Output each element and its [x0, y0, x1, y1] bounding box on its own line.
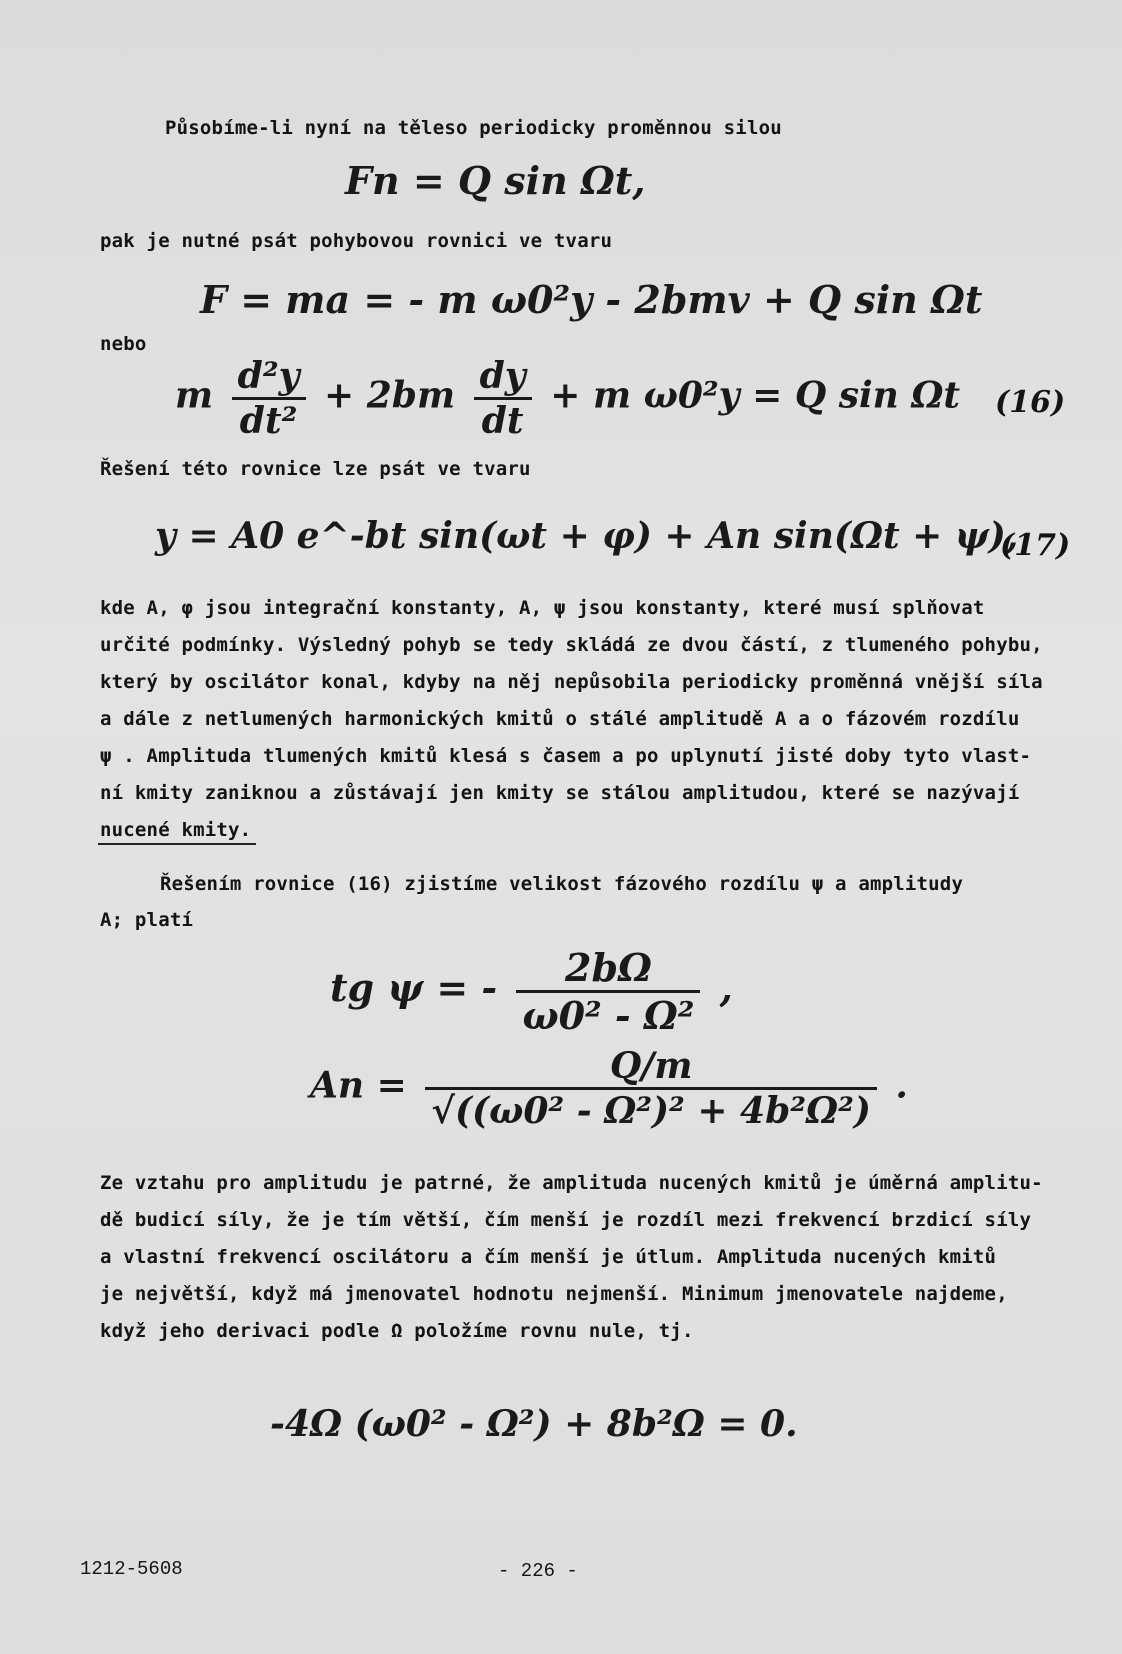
paragraph-line: ψ . Amplituda tlumených kmitů klesá s časem a po uplynutí jisté doby tyto vlast-: [100, 745, 1032, 767]
eq16-den2: dt: [481, 400, 524, 442]
equation-16: [175, 355, 960, 442]
tg-left: tg ψ = -: [330, 965, 498, 1010]
an-dot: .: [895, 1064, 908, 1107]
equation-newton: F = ma = - m ω0²y - 2bmv + Q sin Ωt: [200, 277, 983, 322]
equation-phase-difference: [330, 945, 733, 1038]
paragraph-or: nebo: [100, 333, 147, 355]
paragraph-line: určité podmínky. Výsledný pohyb se tedy skládá ze dvou částí, z tlumeného pohybu,: [100, 634, 1043, 656]
paragraph-line: a dále z netlumených harmonických kmitů o stálé amplitudě A a o fázovém rozdílu: [100, 708, 1020, 730]
eq16-fraction-first-derivative: [474, 355, 532, 442]
paragraph-line: dě budicí síly, že je tím větší, čím menší je rozdíl mezi frekvencí brzdicí síly: [100, 1209, 1032, 1231]
an-fraction: [425, 1045, 877, 1132]
eq16-rest: + m ω0²y = Q sin Ωt: [550, 374, 961, 417]
underline-forced-oscillations: [98, 843, 256, 845]
equation-16-label: (16): [995, 385, 1066, 420]
tg-comma: ,: [719, 965, 733, 1010]
equation-17: y = A0 e^-bt sin(ωt + φ) + An sin(Ωt + ψ),: [155, 515, 1019, 557]
an-left: An =: [310, 1064, 407, 1107]
eq16-num2: dy: [474, 355, 532, 400]
paragraph-line: kde A, φ jsou integrační konstanty, A, ψ jsou konstanty, které musí splňovat: [100, 597, 985, 619]
footer-page-number: - 226 -: [498, 1560, 578, 1582]
paragraph-line: A; platí: [100, 909, 194, 931]
tg-denominator: ω0² - Ω²: [522, 993, 695, 1038]
eq16-fraction-second-derivative: [232, 355, 306, 442]
equation-amplitude: [310, 1045, 908, 1132]
paragraph-solution-intro: Řešení této rovnice lze psát ve tvaru: [100, 458, 531, 480]
equation-derivative-zero: -4Ω (ω0² - Ω²) + 8b²Ω = 0.: [270, 1403, 798, 1445]
an-numerator: Q/m: [425, 1045, 877, 1090]
tg-numerator: 2bΩ: [516, 945, 700, 993]
paragraph-line: ní kmity zaniknou a zůstávají jen kmity se stálou amplitudou, které se nazývají: [100, 782, 1020, 804]
paragraph-line: který by oscilátor konal, kdyby na něj nepůsobila periodicky proměnná vnější síla: [100, 671, 1043, 693]
equation-17-label: (17): [1000, 528, 1071, 563]
an-denominator: √((ω0² - Ω²)² + 4b²Ω²): [431, 1090, 871, 1132]
paragraph-line: a vlastní frekvencí oscilátoru a čím menší je útlum. Amplituda nucených kmitů: [100, 1246, 997, 1268]
paragraph-line: Řešením rovnice (16) zjistíme velikost fázového rozdílu ψ a amplitudy: [160, 873, 964, 895]
paragraph-line-forced-oscillations: nucené kmity.: [100, 819, 252, 841]
paragraph-line: je největší, když má jmenovatel hodnotu nejmenší. Minimum jmenovatele najdeme,: [100, 1283, 1008, 1305]
eq16-den1: dt²: [239, 400, 298, 442]
paragraph-line: když jeho derivaci podle Ω položíme rovnu nule, tj.: [100, 1320, 694, 1342]
paragraph-intro: Působíme-li nyní na těleso periodicky proměnnou silou: [165, 117, 782, 139]
eq16-m: m: [175, 374, 214, 417]
footer-document-code: 1212-5608: [80, 1558, 183, 1580]
paragraph-motion-equation-intro: pak je nutné psát pohybovou rovnici ve tvaru: [100, 230, 613, 252]
paragraph-line: Ze vztahu pro amplitudu je patrné, že amplituda nucených kmitů je úměrná amplitu-: [100, 1172, 1043, 1194]
equation-periodic-force: Fn = Q sin Ωt,: [345, 158, 646, 203]
eq16-mid: + 2bm: [324, 374, 456, 417]
eq16-num1: d²y: [232, 355, 306, 400]
tg-fraction: [516, 945, 700, 1038]
